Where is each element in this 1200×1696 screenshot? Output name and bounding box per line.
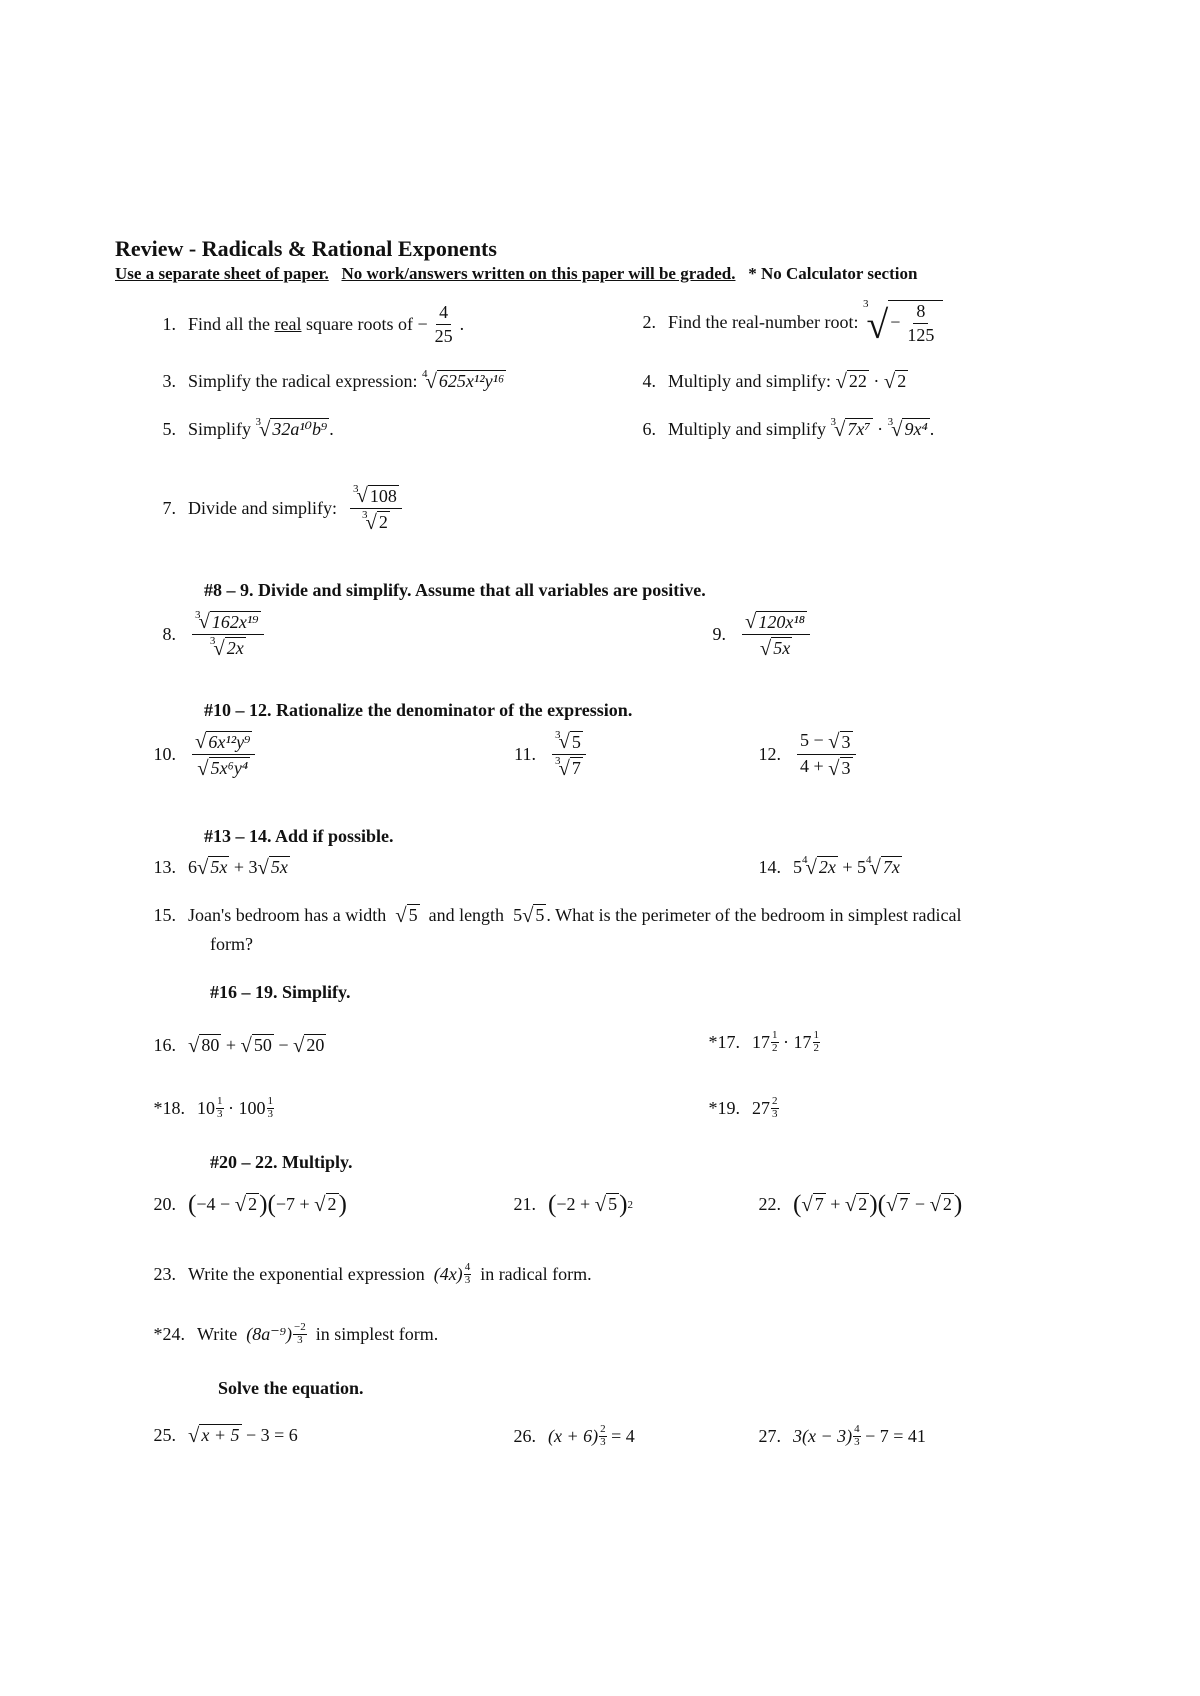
denominator: 5x⁶y⁴ [210,757,249,778]
radical-index: 3 [195,608,201,621]
exponent: 1 2 [772,1029,778,1054]
equation-rest: − 3 = 6 [246,1424,298,1445]
problem-number: 20. [153,1194,176,1215]
section-header-10-12: #10 – 12. Rationalize the denominator of the expression. [204,700,633,720]
minus: − [914,1194,926,1215]
denominator: 25 [434,325,453,346]
instructions [115,264,917,284]
radical-index: 4 [866,854,872,866]
problem-number: 15. [153,904,176,925]
no-calculator-note: * No Calculator section [748,264,918,283]
instructions-part2: No work/answers written on this paper will be graded. [341,264,736,283]
problem-number: 9. [712,624,726,645]
radicand: 5 [535,905,545,925]
base: 10 [197,1097,215,1118]
numerator: 5 [571,731,581,752]
problem-23 [150,1262,592,1286]
problem-20: 20. ( −4 − √ 2 ) ( −7 + √ 2 ) [150,1192,347,1217]
radical-index: 3 [887,416,894,428]
problem-text: in radical form. [480,1263,592,1284]
problem-number: *17. [708,1031,740,1052]
radical-index: 4 [421,368,428,380]
sign: − [417,313,428,334]
radicand: 80 [201,1035,220,1055]
radicand: 2 [248,1194,258,1215]
problem-number: 7. [162,498,176,519]
problem-text: Write [197,1323,238,1344]
radicand: 20 [306,1035,325,1055]
problem-text: in simplest form. [315,1323,439,1344]
plus: + [225,1034,237,1055]
radical-index: 3 [209,634,216,647]
problem-number: 21. [513,1194,536,1215]
page-title: Review - Radicals & Rational Exponents [115,236,497,261]
period: . [459,313,465,334]
numerator: 108 [369,485,397,506]
radicand: 5x [270,857,288,877]
radicand: 9x⁴ [904,419,928,439]
base: 3(x − 3) [793,1425,853,1446]
exponent: 1 3 [217,1095,223,1120]
plus: + [842,856,853,877]
problem-16: 16. √ 80 + √ 50 − √ 20 [150,1034,326,1057]
problem-27 [755,1424,926,1448]
section-header-20-22: #20 – 22. Multiply. [210,1152,353,1172]
problem-11 [510,730,590,779]
problem-text: . What is the perimeter of the bedroom in simplest radical [546,904,962,925]
problem-number: 5. [162,418,176,439]
problem-13: 13. 6 √ 5x + 3 √ 5x [150,856,290,879]
radicand: 2x [818,857,836,877]
problem-7 [150,484,406,533]
problem-text: Find the real-number root: [668,312,859,333]
problem-15-continued: form? [210,934,253,954]
minus: − [278,1034,289,1055]
term: −2 + [556,1194,591,1215]
exponent: 1 3 [267,1095,273,1120]
denominator: 125 [907,324,935,345]
radicand: 5 [408,905,418,925]
problem-text: Divide and simplify: [188,498,337,519]
radical-index: 3 [555,728,561,741]
exponent: −2 3 [294,1321,306,1346]
radicand: 7x⁷ [847,419,871,439]
denominator: 2 [378,511,388,532]
problem-number: 2. [642,312,656,333]
problem-21: 21. ( −2 + √ 5 ) 2 [510,1192,633,1217]
base: 27 [752,1097,770,1118]
problem-text-underlined: real [274,313,302,334]
radicand: 2 [897,371,907,391]
exponent: 2 3 [772,1095,778,1120]
fraction: √ 120x¹⁸ √ 5x [742,610,810,659]
problem-text: Multiply and simplify: [668,370,832,391]
times-dot: · [228,1097,234,1118]
radical: √ 22 [835,370,867,393]
radicand: 5x [210,857,228,877]
problem-number: 27. [758,1425,781,1446]
exponent: 4 3 [854,1423,860,1448]
denominator: 2x [226,637,244,658]
plus: + [830,1194,841,1215]
radical-index: 3 [862,298,869,310]
problem-number: 6. [642,418,656,439]
radicand: 50 [253,1035,272,1055]
times-dot: · [783,1031,789,1052]
radicand: 7 [814,1194,824,1215]
period: . [929,418,935,439]
fraction: √ 6x¹²y⁹ √ 5x⁶y⁴ [192,730,255,779]
radical-index: 4 [802,854,808,866]
problem-6 [630,418,934,441]
problem-number: 26. [513,1425,536,1446]
problem-8 [150,610,268,659]
fraction [904,301,937,345]
radicand: 22 [848,371,867,391]
radical: 3 √ − $\frac{8}{125}$ [863,300,943,345]
problem-number: 3. [162,370,176,391]
problem-number: 22. [758,1194,781,1215]
period: . [329,418,334,439]
problem-text: square roots of [305,313,413,334]
section-header-13-14: #13 – 14. Add if possible. [204,826,394,846]
coefficient: 5 [793,856,802,877]
radicand: x + 5 [201,1425,240,1445]
base: 100 [238,1097,266,1118]
section-header-8-9: #8 – 9. Divide and simplify. Assume that all variables are positive. [204,580,706,600]
exponent: 4 3 [464,1261,471,1286]
problem-number: 1. [162,313,176,334]
coefficient: 5 [513,904,523,925]
problem-text: Find all the [188,313,270,334]
radical-index: 3 [361,508,368,521]
problem-22: 22. ( √ 7 + √ 2 ) ( √ 7 − √ 2 ) [755,1192,962,1217]
fraction: 3 √ 162x¹⁹ 3 √ 2x [192,610,264,659]
radical: 3 √ 9x⁴ [887,416,928,441]
problem-number: *24. [153,1323,185,1344]
problem-10 [150,730,259,779]
fraction: 3 √ 5 3 √ 7 [552,730,586,779]
numerator: 4 [436,302,451,325]
fraction: 5 − √ 3 4 + √ 3 [797,730,856,779]
equation-rest: − 7 = 41 [865,1425,926,1446]
problem-5 [150,418,334,441]
problem-18 [145,1096,274,1120]
section-header-25-27: Solve the equation. [218,1378,364,1398]
problem-number: 25. [153,1424,176,1445]
problem-number: *19. [708,1097,740,1118]
problem-number: 12. [758,744,781,765]
problem-25: 25. √ x + 5 − 3 = 6 [150,1424,298,1447]
base: 17 [752,1031,770,1052]
radicand: 32a¹⁰b⁹ [272,419,328,439]
problem-4 [630,370,908,393]
problem-number: 4. [642,370,656,391]
problem-number: 14. [758,856,781,877]
times-dot: · [873,370,880,391]
numerator: 162x¹⁹ [211,611,259,632]
radicand: 5 [608,1194,618,1215]
exponent: 1 2 [813,1029,819,1054]
fraction [432,302,456,346]
problem-12 [755,730,860,779]
numerator: 120x¹⁸ [758,611,806,632]
radical-index: 3 [830,416,837,428]
problem-text: Multiply and simplify [668,418,827,439]
problem-number: 16. [153,1034,176,1055]
problem-text: Simplify the radical expression: [188,370,418,391]
problem-17 [700,1030,820,1054]
numerator: 8 [913,301,928,324]
problem-number: 11. [514,744,536,765]
radicand: 7x [882,857,900,877]
problem-19 [700,1096,779,1120]
numerator-term: 5 − [800,730,824,750]
problem-9 [700,610,814,659]
fraction: 3 √ 108 3 √ 2 [350,484,402,533]
radicand: 7 [899,1194,909,1215]
problem-3 [150,370,506,393]
radical-index: 3 [255,416,262,428]
denominator-term: 4 + [800,756,824,777]
problem-15: 15. Joan's bedroom has a width √ 5 and length 5 √ 5 . What is the perimeter of the bedroom in simplest radical [150,904,961,927]
radical: 4 √ 625x¹²y¹⁶ [421,368,505,393]
problem-number: 8. [162,624,176,645]
radicand: 3 [841,757,851,778]
radicand: 2 [858,1194,868,1215]
radical: √ 2 [883,370,907,393]
problem-number: *18. [153,1097,185,1118]
radicand: 2 [327,1194,337,1215]
radicand: 2 [942,1194,952,1215]
coefficient: 5 [857,856,867,877]
exponent: 2 [627,1198,633,1211]
sign: − [890,312,901,333]
problem-number: 13. [153,856,176,877]
numerator: 6x¹²y⁹ [208,731,251,752]
radical: 3 √ 7x⁷ [830,416,871,441]
problem-24 [145,1322,438,1346]
problem-text: Write the exponential expression [188,1263,425,1284]
problem-text: and length [428,904,505,925]
base: (4x) [433,1263,463,1284]
radical-index: 3 [555,754,561,767]
base: (8a⁻⁹) [246,1323,293,1344]
equation-rest: = 4 [611,1425,635,1446]
radicand: 625x¹²y¹⁶ [438,371,505,391]
problem-number: 23. [153,1263,176,1284]
times-dot: · [877,418,884,439]
problem-1 [150,302,464,346]
section-header-16-19: #16 – 19. Simplify. [210,982,351,1002]
coefficient: 6 [188,856,197,877]
denominator: 7 [571,757,581,778]
exponent: $\frac{2}{3}$ [600,1423,606,1448]
radicand: 3 [841,731,851,752]
term: −4 − [196,1194,231,1215]
problem-text: Joan's bedroom has a width [188,904,387,925]
problem-14: 14. 5 4 √ 2x + 5 4 √ 7x [755,856,902,879]
problem-2 [630,300,943,345]
instructions-part1: Use a separate sheet of paper. [115,264,329,283]
radical-index: 3 [352,482,359,495]
base: (x + 6) [548,1425,599,1446]
term: −7 + [275,1194,310,1215]
problem-number: 10. [153,744,176,765]
problem-26 [510,1424,635,1448]
problem-text: Simplify [188,418,252,439]
radical: 3 √ 32a¹⁰b⁹ [255,416,328,441]
coefficient: 3 [248,856,258,877]
base: 17 [793,1031,812,1052]
plus: + [233,856,245,877]
denominator: 5x [773,637,791,658]
